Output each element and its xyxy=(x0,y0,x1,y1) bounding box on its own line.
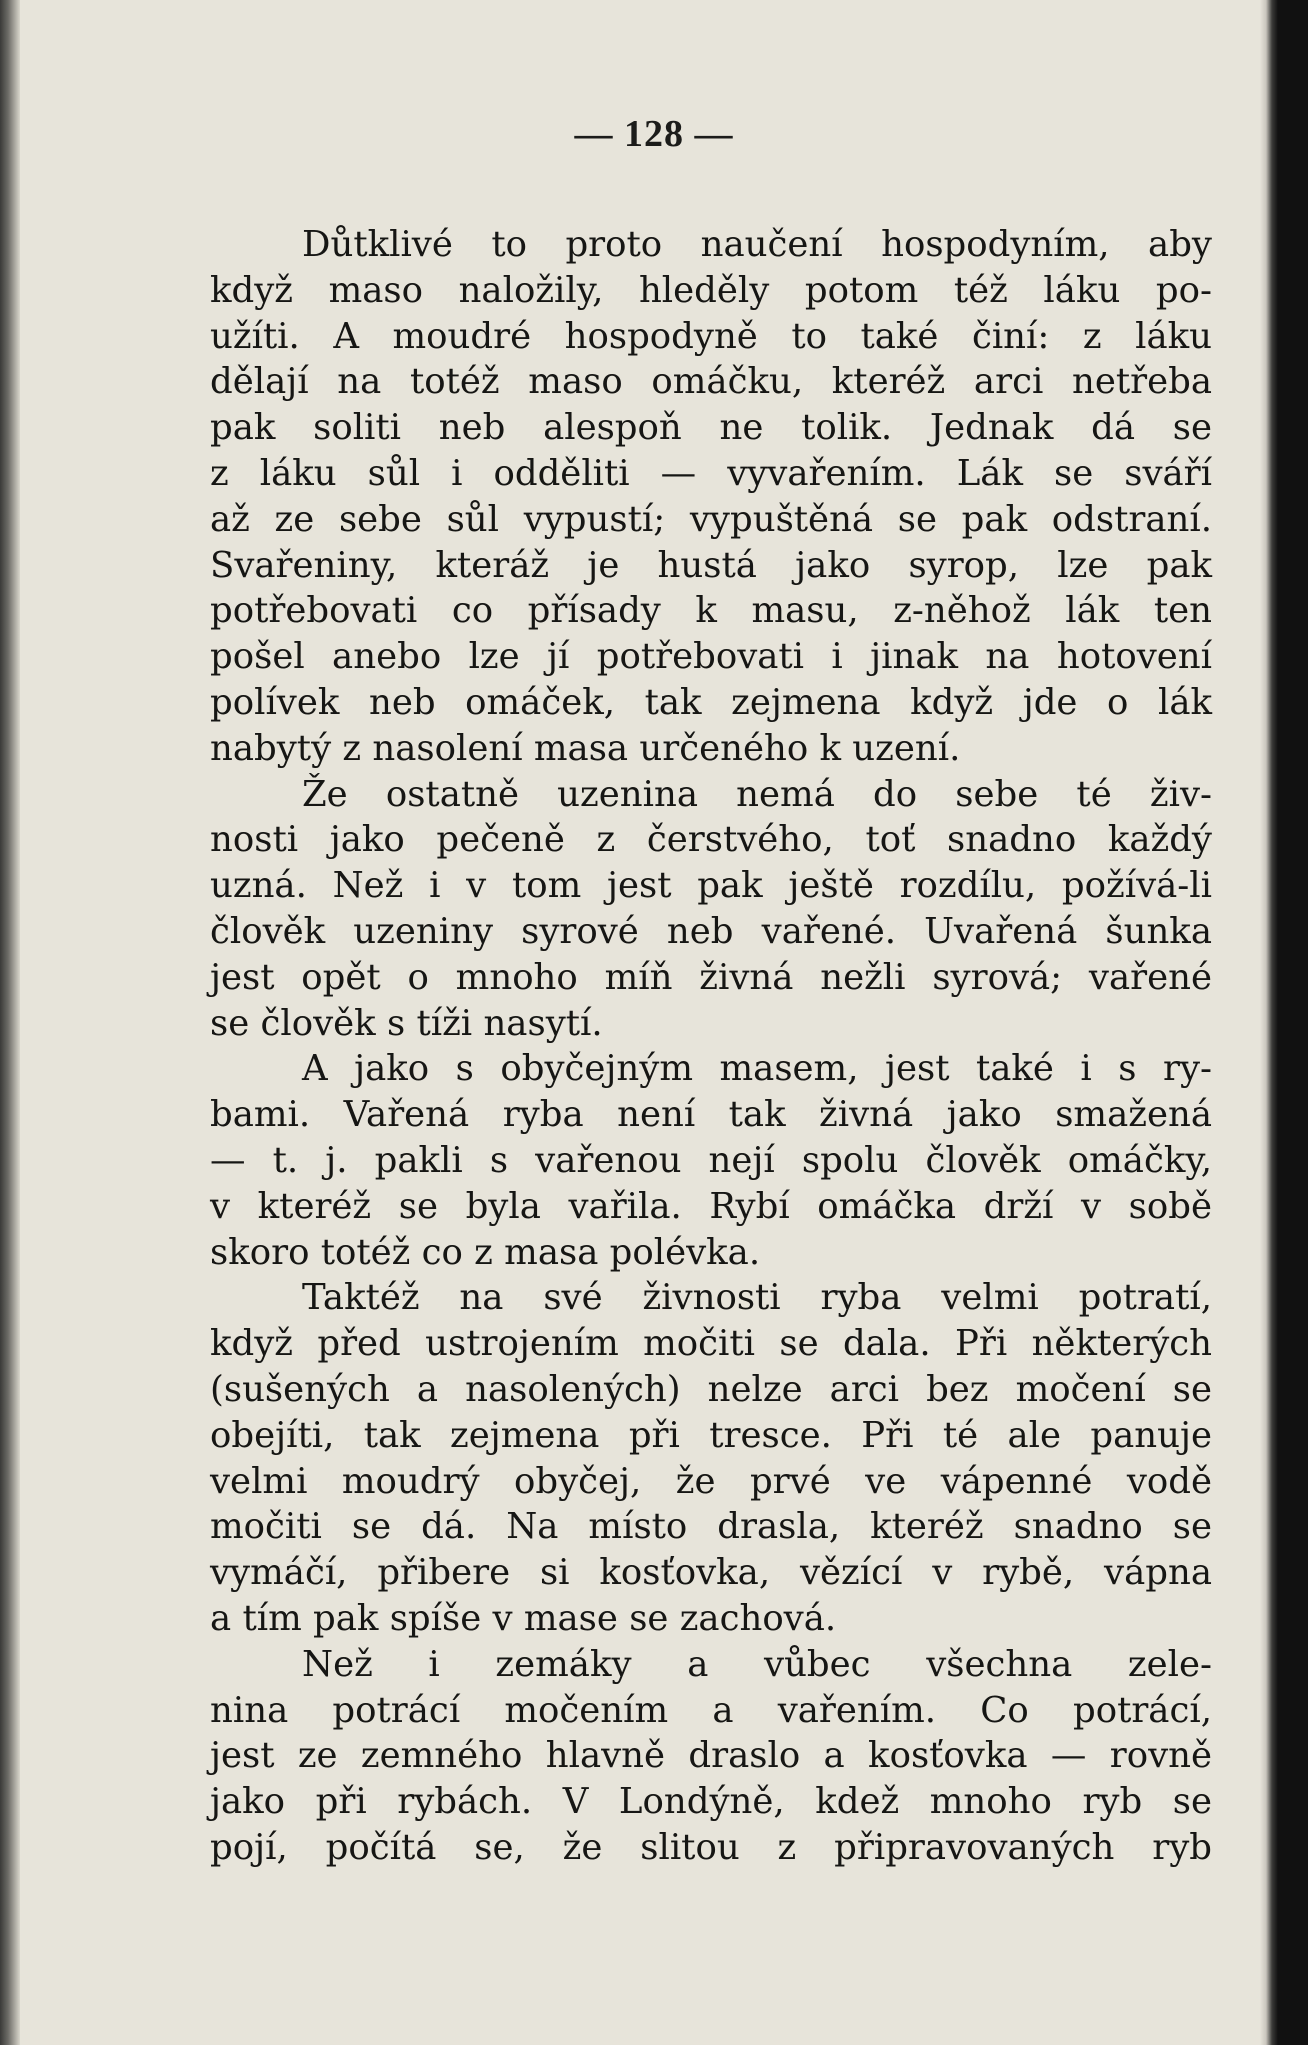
text-line: skoro totéž co z masa polévka. xyxy=(210,1231,761,1273)
text-line: Svařeniny, kteráž je hustá jako syrop, lze pak xyxy=(210,544,1212,586)
text-line: jako při rybách. V Londýně, kdež mnoho ryb se xyxy=(210,1781,1212,1823)
text-line: bami. Vařená ryba není tak živná jako smažená xyxy=(210,1094,1212,1136)
text-line: Že ostatně uzenina nemá do sebe té živ- xyxy=(302,773,1212,815)
text-line: se člověk s tíži nasytí. xyxy=(210,1002,603,1044)
text-line: vymáčí, přibere si kosťovka, vězící v rybě, vápna xyxy=(210,1552,1212,1594)
text-line: jest opět o mnoho míň živná nežli syrová; vařené xyxy=(210,956,1212,998)
text-line: jest ze zemného hlavně draslo a kosťovka — rovně xyxy=(210,1735,1212,1777)
page-right-edge-shadow xyxy=(1260,0,1308,2045)
text-line: — t. j. pakli s vařenou nejí spolu člověk omáčky, xyxy=(210,1139,1212,1181)
text-line: až ze sebe sůl vypustí; vypuštěná se pak odstraní. xyxy=(210,498,1212,540)
page-number: — 128 — xyxy=(574,113,734,155)
page-left-edge-shadow xyxy=(0,0,20,2045)
text-line: v kteréž se byla vařila. Rybí omáčka drží v sobě xyxy=(210,1185,1212,1227)
text-line: z láku sůl i odděliti — vyvařením. Lák se sváří xyxy=(210,452,1212,494)
text-line: užíti. A moudré hospodyně to také činí: z láku xyxy=(210,315,1212,357)
text-line: velmi moudrý obyčej, že prvé ve vápenné vodě xyxy=(210,1460,1212,1502)
text-line: nina potrácí močením a vařením. Co potrácí, xyxy=(210,1689,1212,1731)
text-line: pak soliti neb alespoň ne tolik. Jednak dá se xyxy=(210,407,1212,449)
text-line: uzná. Než i v tom jest pak ještě rozdílu, požívá-li xyxy=(210,865,1212,907)
text-line: pojí, počítá se, že slitou z připravovaných ryb xyxy=(210,1826,1212,1868)
text-line: obejíti, tak zejmena při tresce. Při té ale panuje xyxy=(210,1414,1212,1456)
text-line: A jako s obyčejným masem, jest také i s ry- xyxy=(302,1048,1212,1090)
text-line: Než i zemáky a vůbec všechna zele- xyxy=(302,1643,1212,1685)
text-line: nabytý z nasolení masa určeného k uzení. xyxy=(210,727,961,769)
text-line: potřebovati co přísady k masu, z-něhož lák ten xyxy=(210,590,1212,632)
text-line: Taktéž na své živnosti ryba velmi potratí, xyxy=(302,1277,1212,1319)
text-line: pošel anebo lze jí potřebovati i jinak na hotovení xyxy=(210,636,1212,678)
text-line: nosti jako pečeně z čerstvého, toť snadno každý xyxy=(210,819,1212,861)
text-line: člověk uzeniny syrové neb vařené. Uvařená šunka xyxy=(210,910,1212,952)
text-line: když maso naložily, hleděly potom též láku po- xyxy=(210,269,1212,311)
text-line: (sušených a nasolených) nelze arci bez močení se xyxy=(210,1368,1212,1410)
text-line: když před ustrojením močiti se dala. Při některých xyxy=(210,1323,1212,1365)
text-line: polívek neb omáček, tak zejmena když jde o lák xyxy=(210,681,1212,723)
body-text xyxy=(210,222,1212,1871)
text-line: a tím pak spíše v mase se zachová. xyxy=(210,1597,837,1639)
text-line: dělají na totéž maso omáčku, kteréž arci netřeba xyxy=(210,361,1212,403)
text-line: močiti se dá. Na místo drasla, kteréž snadno se xyxy=(210,1506,1212,1548)
text-line: Důtklivé to proto naučení hospodyním, aby xyxy=(302,224,1212,265)
